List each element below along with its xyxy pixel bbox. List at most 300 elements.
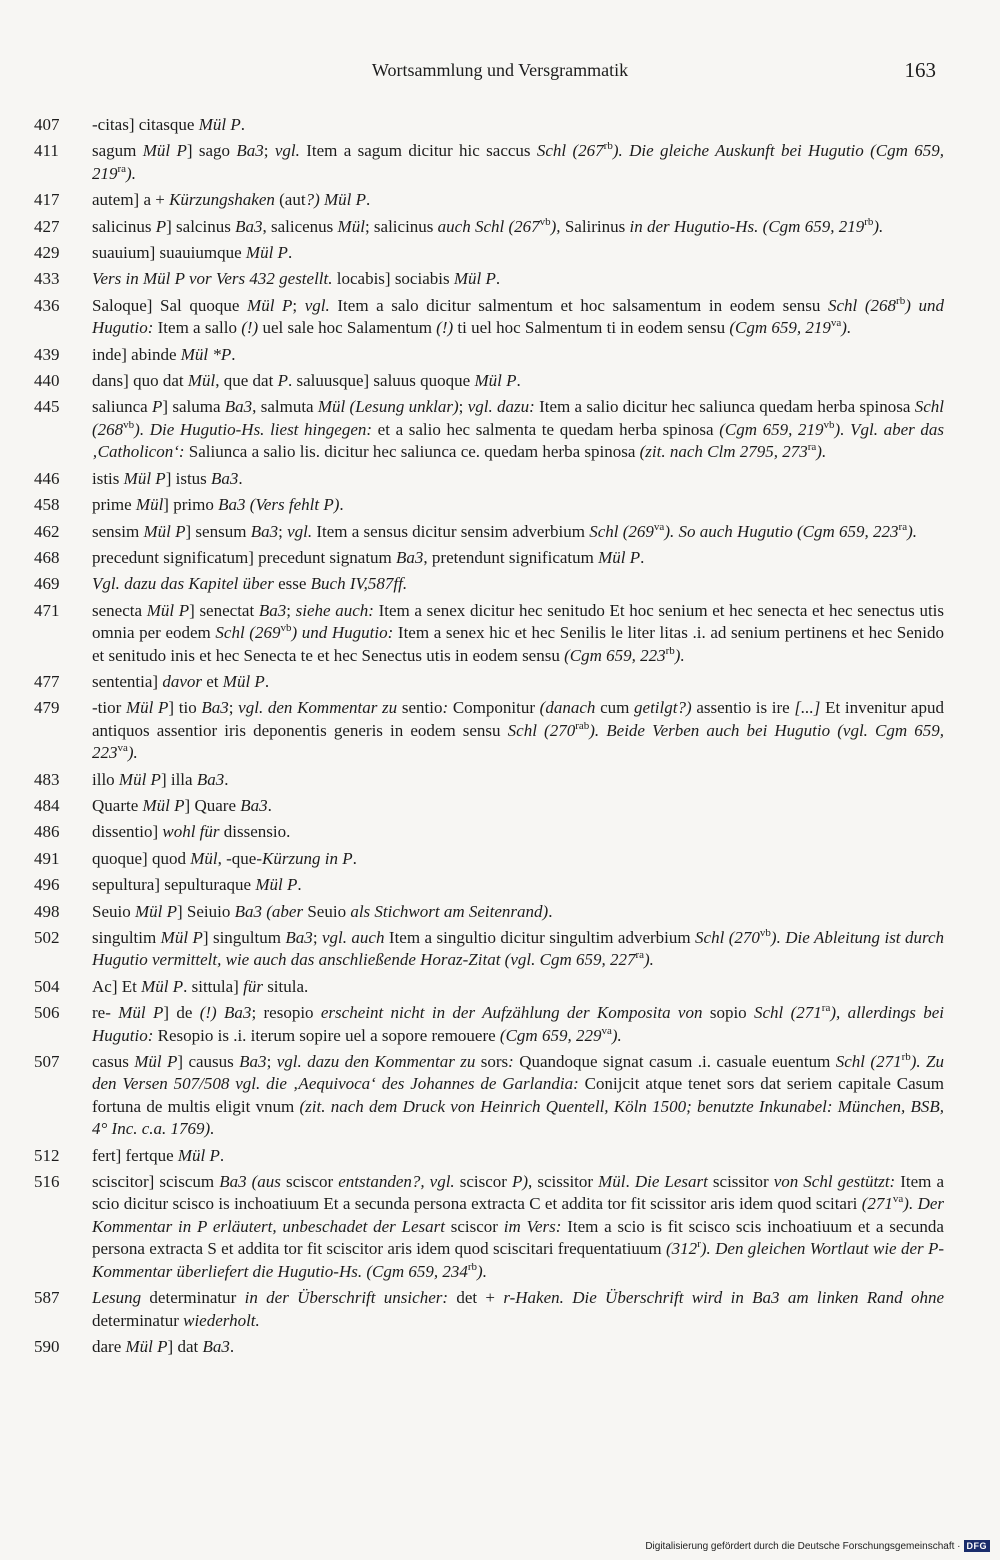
roman-run: saliunca: [92, 397, 152, 417]
italic-run: Ba3 (Vers fehlt P): [218, 495, 340, 515]
roman-run: .: [297, 875, 302, 895]
italic-run: (Cgm 659, 219: [729, 318, 831, 338]
roman-run: . sittula]: [183, 976, 244, 996]
italic-run: ),: [550, 216, 561, 236]
roman-run: ] salcinus: [166, 216, 236, 236]
roman-run: uel sale hoc Salamentum: [258, 318, 437, 338]
roman-run: assentio is ire: [691, 698, 795, 718]
roman-run: ;: [312, 928, 322, 947]
line-number: 429: [34, 243, 60, 263]
italic-run: Mül P: [146, 600, 190, 620]
entry-text: [92, 848, 944, 870]
running-head-title: Wortsammlung und Versgrammatik: [371, 60, 629, 80]
italic-run: Mül *P: [180, 344, 232, 364]
entry-text: [92, 1287, 944, 1332]
italic-run: Mül: [598, 1172, 626, 1192]
roman-run: Item a senex hic et hec Senilis le liter litas .i. ad senium pertinens et hec Senido et senitudo inis et hec Senecta te et hec Senectus utis in eodem sensu: [92, 623, 945, 665]
italic-run: Ba3: [235, 216, 263, 236]
superscript-run: rb: [467, 1260, 478, 1273]
italic-run: Schl (270: [695, 928, 760, 947]
italic-run: Ba3 (aber: [234, 901, 304, 921]
line-number: 440: [34, 371, 60, 391]
superscript-run: va: [892, 1193, 904, 1206]
line-number: 458: [34, 495, 60, 515]
entry-text: [92, 1336, 944, 1358]
entry-text: [92, 1002, 944, 1047]
roman-run: ] senectat: [189, 600, 259, 620]
line-number: 445: [34, 397, 60, 417]
entry-line-429: [34, 242, 944, 264]
italic-run: Kürzungshaken: [169, 190, 275, 210]
italic-run: Ba3: [201, 698, 229, 718]
italic-run: vgl. dazu:: [467, 397, 535, 417]
italic-run: entstanden?, vgl.: [338, 1172, 455, 1192]
entry-line-506: [34, 1002, 944, 1047]
italic-run: ). Beide Verben auch bei Hugutio (vgl. Cgm 659, 223: [92, 720, 944, 763]
entry-line-587: [34, 1287, 944, 1332]
italic-run: P): [512, 1172, 529, 1192]
entry-text: [92, 189, 944, 211]
italic-run: Mül P: [598, 547, 641, 567]
superscript-run: ra: [807, 441, 817, 454]
superscript-run: ra: [635, 949, 645, 962]
superscript-run: r: [697, 1238, 701, 1251]
line-number: 491: [34, 848, 60, 868]
italic-run: Lesung: [92, 1288, 142, 1308]
line-number: 484: [34, 795, 60, 815]
roman-run: casus: [92, 1052, 135, 1072]
italic-run: vgl.: [287, 521, 313, 541]
italic-run: ). Vgl. aber das ‚Catholicon‘:: [92, 419, 944, 462]
roman-run: ; salicinus: [364, 216, 438, 236]
italic-run: erscheint nicht in der Aufzählung der Komposita von: [320, 1003, 703, 1023]
line-number: 496: [34, 875, 60, 895]
roman-run: prime: [92, 495, 136, 515]
roman-run: . saluusque] saluus quoque: [287, 371, 475, 391]
roman-run: .: [219, 1145, 225, 1165]
roman-run: ] istus: [165, 468, 212, 488]
roman-run: .: [352, 848, 357, 868]
italic-run: Schl (271: [835, 1052, 902, 1072]
roman-run: sopio: [702, 1003, 754, 1023]
roman-run: Item a sagum dicitur hic saccus: [299, 141, 537, 161]
roman-run: .: [264, 671, 270, 691]
italic-run: ). Der Kommentar in P erläutert, unbeschadet der Lesart: [92, 1194, 945, 1236]
roman-run: , que dat: [215, 371, 278, 391]
roman-run: .: [516, 371, 521, 391]
roman-run: et a salio hec salmenta te quedam herba spinosa: [372, 419, 720, 439]
entry-line-512: [34, 1145, 944, 1167]
roman-run: .: [231, 344, 236, 364]
roman-run: .: [224, 769, 229, 789]
entry-line-469: [34, 573, 944, 595]
italic-run: Schl (269: [215, 623, 281, 643]
roman-run: ] causus: [177, 1052, 240, 1072]
superscript-run: rab: [575, 719, 590, 732]
entry-line-439: [34, 344, 944, 366]
line-number: 462: [34, 521, 60, 541]
line-number: 512: [34, 1145, 60, 1165]
entry-text: [92, 901, 944, 923]
roman-run: .: [366, 190, 371, 210]
italic-run: (zit. nach dem Druck von Heinrich Quentell, Köln 1500; benutzte Inkunabel: München, BSB, 4° Inc. c.a. 1769).: [92, 1096, 945, 1139]
italic-run: Mül: [187, 371, 216, 391]
roman-run: , -que-: [217, 848, 262, 868]
italic-run: getilgt?): [634, 698, 692, 718]
italic-run: Mül P: [255, 875, 298, 895]
italic-run: Mül P: [118, 1003, 164, 1023]
italic-run: Schl (270: [507, 720, 576, 740]
apparatus-entries: [34, 114, 944, 1362]
roman-run: dare: [92, 1336, 126, 1356]
superscript-run: va: [830, 317, 842, 330]
roman-run: ; resopio: [251, 1003, 321, 1023]
italic-run: Vers in Mül P vor Vers 432 gestellt.: [92, 269, 333, 289]
line-number: 436: [34, 295, 60, 315]
line-number: 427: [34, 216, 60, 236]
italic-run: Ba3: [258, 600, 287, 620]
roman-run: salicinus: [92, 216, 156, 236]
roman-run: dissensio.: [219, 822, 291, 842]
roman-run: suauium] suauiumque: [92, 243, 246, 263]
roman-run: .: [625, 1172, 635, 1192]
roman-run: dans] quo dat: [92, 371, 188, 391]
roman-run: autem] a +: [92, 190, 170, 210]
italic-run: Mül P: [222, 671, 265, 691]
entry-line-479: [34, 697, 944, 764]
entry-text: [92, 494, 944, 516]
italic-run: davor: [162, 671, 203, 691]
italic-run: ). Die Hugutio-Hs. liest hingegen:: [134, 419, 373, 439]
superscript-run: va: [653, 520, 665, 533]
italic-run: ). Die Ableitung ist durch Hugutio vermittelt, wie auch das anschließende Horaz-Zitat (vgl. Cgm 659, 227: [92, 928, 944, 970]
roman-run: cum: [595, 698, 635, 718]
roman-run: senecta: [92, 600, 147, 620]
roman-run: Salirinus: [560, 216, 630, 236]
italic-run: (!): [436, 318, 454, 338]
italic-run: r-Haken. Die Überschrift wird in Ba3 am linken Rand ohne: [503, 1288, 945, 1308]
italic-run: Kürzung in P: [261, 848, 353, 868]
roman-run: Resopio is .i. iterum sopire uel a sopore remouere: [153, 1025, 500, 1045]
italic-run: Mül P: [134, 901, 178, 921]
entry-text: [92, 396, 944, 463]
roman-run: re-: [92, 1003, 119, 1023]
line-number: 479: [34, 698, 60, 718]
roman-run: , scissitor: [528, 1172, 599, 1192]
italic-run: wohl für: [162, 822, 220, 842]
roman-run: ;: [278, 521, 288, 541]
italic-run: Mül: [190, 848, 218, 868]
italic-run: ). Die gleiche Auskunft bei Hugutio (Cgm 659, 219: [92, 141, 944, 183]
entry-text: [92, 697, 944, 764]
roman-run: .: [287, 243, 293, 263]
entry-line-496: [34, 874, 944, 896]
roman-run: , salicenus: [262, 216, 338, 236]
roman-run: ] sensum: [185, 521, 251, 541]
roman-run: .: [238, 468, 243, 488]
italic-run: siehe auch:: [295, 600, 374, 620]
superscript-run: rb: [864, 215, 874, 228]
line-number: 507: [34, 1052, 60, 1072]
italic-run: Mül P: [245, 243, 288, 263]
italic-run: Mül P: [141, 976, 184, 996]
italic-run: auch Schl (267: [437, 216, 540, 236]
italic-run: Mül P: [474, 371, 517, 391]
entry-line-483: [34, 769, 944, 791]
italic-run: Ba3: [239, 1052, 267, 1072]
entry-text: [92, 821, 944, 843]
roman-run: Item a scio dicitur scisco is inchoatiuum Et a secunda persona extracta C et addita tor fit scissitor aris idem quod scitari: [92, 1172, 944, 1214]
italic-run: Schl (268: [828, 295, 897, 315]
entry-line-468: [34, 547, 944, 569]
italic-run: ).: [644, 950, 654, 970]
italic-run: Mül P: [143, 521, 186, 541]
italic-run: (Cgm 659, 223: [564, 645, 666, 665]
roman-run: Ac] Et: [92, 976, 142, 996]
entry-text: [92, 242, 944, 264]
entry-text: [92, 521, 944, 543]
italic-run: wiederholt.: [183, 1310, 260, 1330]
italic-run: als Stichwort am Seitenrand): [350, 901, 549, 921]
entry-line-417: [34, 189, 944, 211]
roman-run: Conijcit atque tenet sors dat seriem capitale Casum fortuna de multis eligit vnum: [92, 1074, 944, 1116]
italic-run: Mül P: [323, 190, 367, 210]
italic-run: Mül: [337, 216, 365, 236]
roman-run: ] primo: [163, 495, 219, 515]
line-number: 486: [34, 822, 60, 842]
footer-text: Digitalisierung gefördert durch die Deutsche Forschungsgemeinschaft ·: [645, 1540, 961, 1552]
roman-run: Quandoque signat casum .i. casuale euentum: [513, 1052, 836, 1072]
entry-text: [92, 547, 944, 569]
italic-run: Schl (268: [92, 397, 944, 439]
italic-run: ). Zu den Versen 507/508 vgl. die ‚Aequivoca‘ des Johannes de Garlandia:: [92, 1052, 945, 1094]
italic-run: vgl. auch: [321, 928, 385, 947]
italic-run: Vgl. dazu das Kapitel über: [92, 574, 274, 594]
italic-run: ).: [127, 743, 138, 763]
roman-run: situla.: [262, 976, 309, 996]
italic-run: Mül P: [177, 1145, 220, 1165]
line-number: 446: [34, 468, 60, 488]
italic-run: Ba3 (aus: [219, 1172, 281, 1192]
roman-run: ] tio: [168, 698, 202, 718]
entry-text: [92, 268, 944, 290]
entry-text: [92, 874, 944, 896]
roman-run: Seuio: [92, 901, 135, 921]
italic-run: Mül P: [247, 295, 293, 315]
entry-line-445: [34, 396, 944, 463]
entry-text: [92, 1051, 944, 1141]
entry-text: [92, 344, 944, 366]
roman-run: ;: [228, 698, 239, 718]
entry-line-471: [34, 600, 944, 667]
roman-run: ] sago: [186, 141, 237, 161]
superscript-run: rb: [896, 294, 906, 307]
roman-run: det +: [448, 1288, 504, 1308]
roman-run: .: [267, 795, 272, 815]
italic-run: (danach: [539, 698, 596, 718]
line-number: 407: [34, 115, 60, 134]
page-number: 163: [904, 58, 936, 82]
italic-run: (!) Ba3: [199, 1003, 252, 1023]
italic-run: ).: [841, 318, 852, 338]
italic-run: in der Hugutio-Hs. (Cgm 659, 219: [629, 216, 865, 236]
superscript-run: vb: [123, 418, 135, 431]
superscript-run: vb: [280, 622, 292, 635]
roman-run: ] singultum: [202, 928, 286, 947]
italic-run: ), allerdings bei Hugutio:: [92, 1003, 944, 1045]
italic-run: Mül P: [134, 1052, 178, 1072]
italic-run: (312: [666, 1239, 698, 1259]
superscript-run: rb: [603, 140, 613, 153]
line-number: 504: [34, 976, 60, 996]
roman-run: fert] fertque: [92, 1145, 178, 1165]
entry-line-486: [34, 821, 944, 843]
line-number: 469: [34, 574, 60, 594]
line-number: 477: [34, 671, 60, 691]
roman-run: ;: [458, 397, 468, 417]
roman-run: ] Seiuio: [177, 901, 235, 921]
italic-run: P: [152, 397, 163, 417]
italic-run: P: [155, 216, 167, 236]
dfg-logo: DFG: [964, 1540, 991, 1552]
entry-line-484: [34, 795, 944, 817]
entry-text: [92, 1145, 944, 1167]
entry-text: [92, 1171, 944, 1283]
roman-run: ;: [263, 141, 275, 161]
roman-run: Item a scio is fit scisco scis inchoatiuum et a secunda persona extracta S et addita tor fit sciscitor aris idem quod sciscitari frequentatiuum: [92, 1216, 944, 1259]
roman-run: ] dat: [167, 1336, 203, 1356]
entry-line-446: [34, 468, 944, 490]
line-number: 433: [34, 269, 60, 289]
line-number: 417: [34, 190, 60, 210]
entry-text: [92, 927, 944, 972]
roman-run: Saliunca a salio lis. dicitur hec saliunca ce. quedam herba spinosa: [184, 442, 640, 462]
italic-run: (!): [241, 318, 259, 338]
roman-run: illo: [92, 769, 119, 789]
entry-text: [92, 573, 944, 595]
italic-run: für: [243, 976, 263, 996]
line-number: 502: [34, 928, 60, 947]
line-number: 590: [34, 1336, 60, 1356]
entry-line-440: [34, 370, 944, 392]
entry-line-491: [34, 848, 944, 870]
italic-run: P: [277, 371, 288, 391]
italic-run: Mül P: [123, 468, 166, 488]
line-number: 516: [34, 1172, 60, 1192]
italic-run: Mül: [135, 495, 164, 515]
roman-run: sensim: [92, 521, 144, 541]
roman-run: sciscor: [280, 1172, 339, 1192]
italic-run: Buch IV,587ff.: [310, 574, 408, 594]
italic-run: :: [442, 698, 449, 718]
italic-run: ?): [305, 190, 320, 210]
italic-run: ). So auch Hugutio (Cgm 659, 223: [664, 521, 899, 541]
roman-run: sagum: [92, 141, 143, 161]
entry-text: [92, 295, 944, 340]
entry-line-590: [34, 1336, 944, 1358]
entry-line-458: [34, 494, 944, 516]
italic-run: ).: [674, 645, 685, 665]
roman-run: Saloque] Sal quoque: [92, 295, 248, 315]
entry-text: [92, 976, 944, 998]
roman-run: Item a sensus dicitur sensim adverbium: [312, 521, 590, 541]
italic-run: vgl.: [304, 295, 330, 315]
italic-run: Mül P: [198, 115, 241, 134]
italic-run: ).: [126, 163, 136, 183]
italic-run: ).: [816, 442, 827, 462]
entry-line-477: [34, 671, 944, 693]
running-head: [0, 60, 1000, 86]
superscript-run: va: [601, 1024, 612, 1037]
italic-run: Schl (269: [589, 521, 654, 541]
superscript-run: rb: [901, 1051, 911, 1064]
entry-text: [92, 600, 944, 667]
line-number: 471: [34, 600, 60, 620]
entry-line-498: [34, 901, 944, 923]
italic-run: Ba3: [236, 141, 264, 161]
entry-line-407: [34, 114, 944, 136]
entry-line-462: [34, 521, 944, 543]
entry-text: [92, 370, 944, 392]
italic-run: ).: [907, 521, 917, 541]
italic-run: Mül P: [142, 795, 185, 815]
entry-text: [92, 216, 944, 238]
italic-run: ) und Hugutio:: [291, 623, 394, 643]
line-number: 587: [34, 1288, 60, 1308]
italic-run: Ba3: [224, 397, 253, 417]
roman-run: , salmuta: [252, 397, 318, 417]
entry-line-502: [34, 927, 944, 972]
roman-run: -citas] citasque: [92, 115, 199, 134]
entry-text: [92, 769, 944, 791]
italic-run: Ba3: [196, 769, 225, 789]
entry-line-516: [34, 1171, 944, 1283]
italic-run: Ba3: [211, 468, 239, 488]
entry-line-504: [34, 976, 944, 998]
line-number: 506: [34, 1003, 60, 1023]
italic-run: vgl. dazu den Kommentar zu: [276, 1052, 476, 1072]
entry-line-433: [34, 268, 944, 290]
entry-text: [92, 114, 944, 136]
roman-run: et: [202, 671, 223, 691]
italic-run: Mül P: [125, 698, 169, 718]
roman-run: sentio: [397, 698, 443, 718]
italic-run: ).: [873, 216, 884, 236]
roman-run: determinatur: [92, 1310, 184, 1330]
roman-run: Item a salo dicitur salmentum et hoc salsamentum in eodem sensu: [329, 295, 828, 315]
entry-text: [92, 795, 944, 817]
roman-run: , pretendunt significatum: [423, 547, 599, 567]
roman-run: Item a singultio dicitur singultim adverbium: [384, 928, 696, 947]
entry-line-411: [34, 140, 944, 185]
superscript-run: vb: [823, 418, 835, 431]
roman-run: dissentio]: [92, 822, 163, 842]
entry-text: [92, 140, 944, 185]
italic-run: [...]: [794, 698, 821, 718]
roman-run: -tior: [92, 698, 126, 718]
superscript-run: rb: [665, 644, 675, 657]
italic-run: Mül P: [118, 769, 161, 789]
italic-run: Die Lesart: [634, 1172, 708, 1192]
italic-run: Mül (Lesung unklar): [317, 397, 459, 417]
line-number: 468: [34, 547, 60, 567]
roman-run: ] illa: [160, 769, 197, 789]
roman-run: ] Quare: [184, 795, 241, 815]
roman-run: Item a senex dicitur hec senitudo Et hoc senium et hec senecta et hec senectus utis omnia per eodem: [92, 600, 945, 643]
line-number: 498: [34, 901, 60, 921]
roman-run: .: [640, 547, 645, 567]
italic-run: im Vers:: [503, 1216, 562, 1236]
